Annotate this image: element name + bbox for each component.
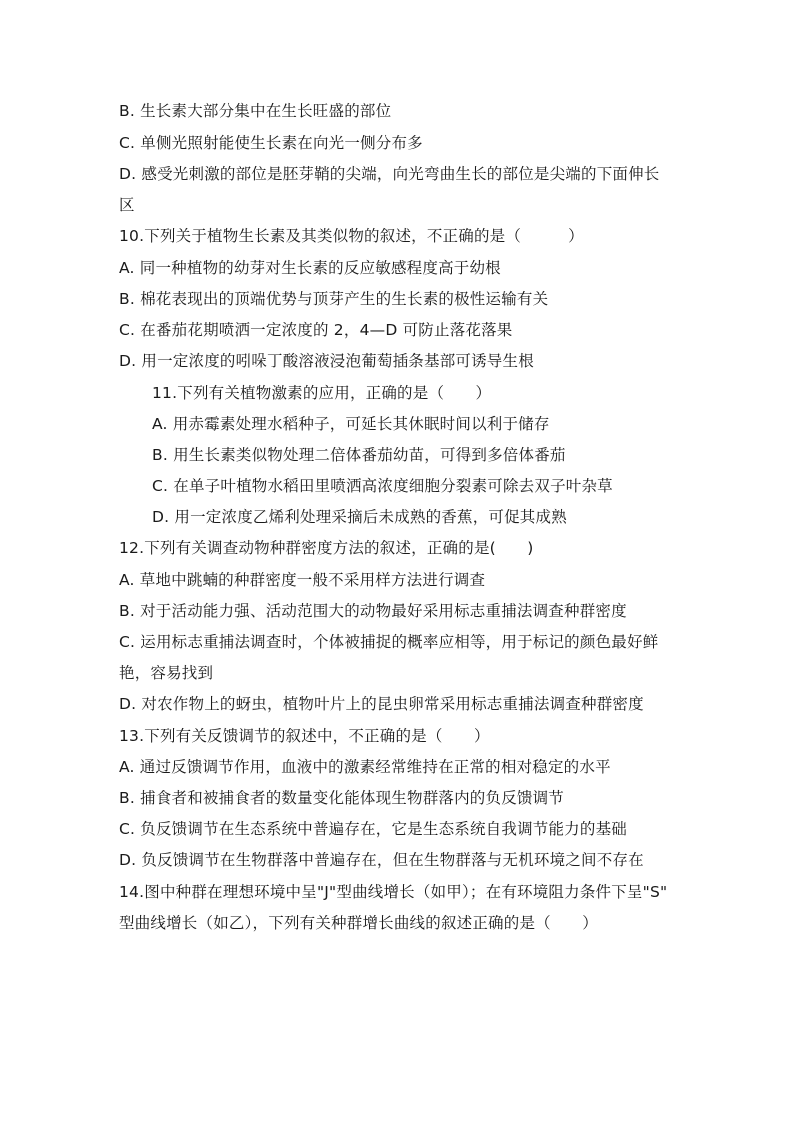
q10-option-a: A. 同一种植物的幼芽对生长素的反应敏感程度高于幼根 <box>119 259 501 277</box>
q12-stem: 12.下列有关调查动物种群密度方法的叙述，正确的是( ) <box>119 539 534 557</box>
q11-option-a: A. 用赤霉素处理水稻种子，可延长其休眠时间以利于储存 <box>152 415 550 433</box>
q12-option-c-line2: 艳，容易找到 <box>119 664 214 682</box>
q11-option-b: B. 用生长素类似物处理二倍体番茄幼苗，可得到多倍体番茄 <box>152 446 566 464</box>
q14-stem-line2: 型曲线增长（如乙），下列有关种群增长曲线的叙述正确的是（ ） <box>119 914 598 932</box>
q9-option-d-line2: 区 <box>119 196 135 214</box>
q12-option-a: A. 草地中跳蝻的种群密度一般不采用样方法进行调查 <box>119 571 486 589</box>
q10-option-d: D. 用一定浓度的吲哚丁酸溶液浸泡葡萄插条基部可诱导生根 <box>119 352 534 370</box>
q13-stem: 13.下列有关反馈调节的叙述中，不正确的是（ ） <box>119 727 490 745</box>
q14-stem-line1: 14.图中种群在理想环境中呈"J"型曲线增长（如甲）；在有环境阻力条件下呈"S" <box>119 883 668 901</box>
q12-option-c-line1: C. 运用标志重捕法调查时，个体被捕捉的概率应相等，用于标记的颜色最好鲜 <box>119 633 659 651</box>
q13-option-c: C. 负反馈调节在生态系统中普遍存在，它是生态系统自我调节能力的基础 <box>119 820 627 838</box>
q9-option-c: C. 单侧光照射能使生长素在向光一侧分布多 <box>119 134 423 152</box>
q10-option-b: B. 棉花表现出的顶端优势与顶芽产生的生长素的极性运输有关 <box>119 290 549 308</box>
q10-option-c: C. 在番茄花期喷洒一定浓度的 2，4—D 可防止落花落果 <box>119 321 513 339</box>
q9-option-d-line1: D. 感受光刺激的部位是胚芽鞘的尖端，向光弯曲生长的部位是尖端的下面伸长 <box>119 165 660 183</box>
q12-option-d: D. 对农作物上的蚜虫，植物叶片上的昆虫卵常采用标志重捕法调查种群密度 <box>119 695 644 713</box>
q11-option-d: D. 用一定浓度乙烯利处理采摘后未成熟的香蕉，可促其成熟 <box>152 508 567 526</box>
q13-option-a: A. 通过反馈调节作用，血液中的激素经常维持在正常的相对稳定的水平 <box>119 758 611 776</box>
q13-option-b: B. 捕食者和被捕食者的数量变化能体现生物群落内的负反馈调节 <box>119 789 564 807</box>
q10-stem: 10.下列关于植物生长素及其类似物的叙述，不正确的是（ ） <box>119 227 584 245</box>
q9-option-b: B. 生长素大部分集中在生长旺盛的部位 <box>119 102 392 120</box>
q11-stem: 11.下列有关植物激素的应用，正确的是（ ） <box>152 384 492 402</box>
q11-option-c: C. 在单子叶植物水稻田里喷洒高浓度细胞分裂素可除去双子叶杂草 <box>152 477 613 495</box>
q12-option-b: B. 对于活动能力强、活动范围大的动物最好采用标志重捕法调查种群密度 <box>119 602 627 620</box>
q13-option-d: D. 负反馈调节在生物群落中普遍存在，但在生物群落与无机环境之间不存在 <box>119 851 644 869</box>
